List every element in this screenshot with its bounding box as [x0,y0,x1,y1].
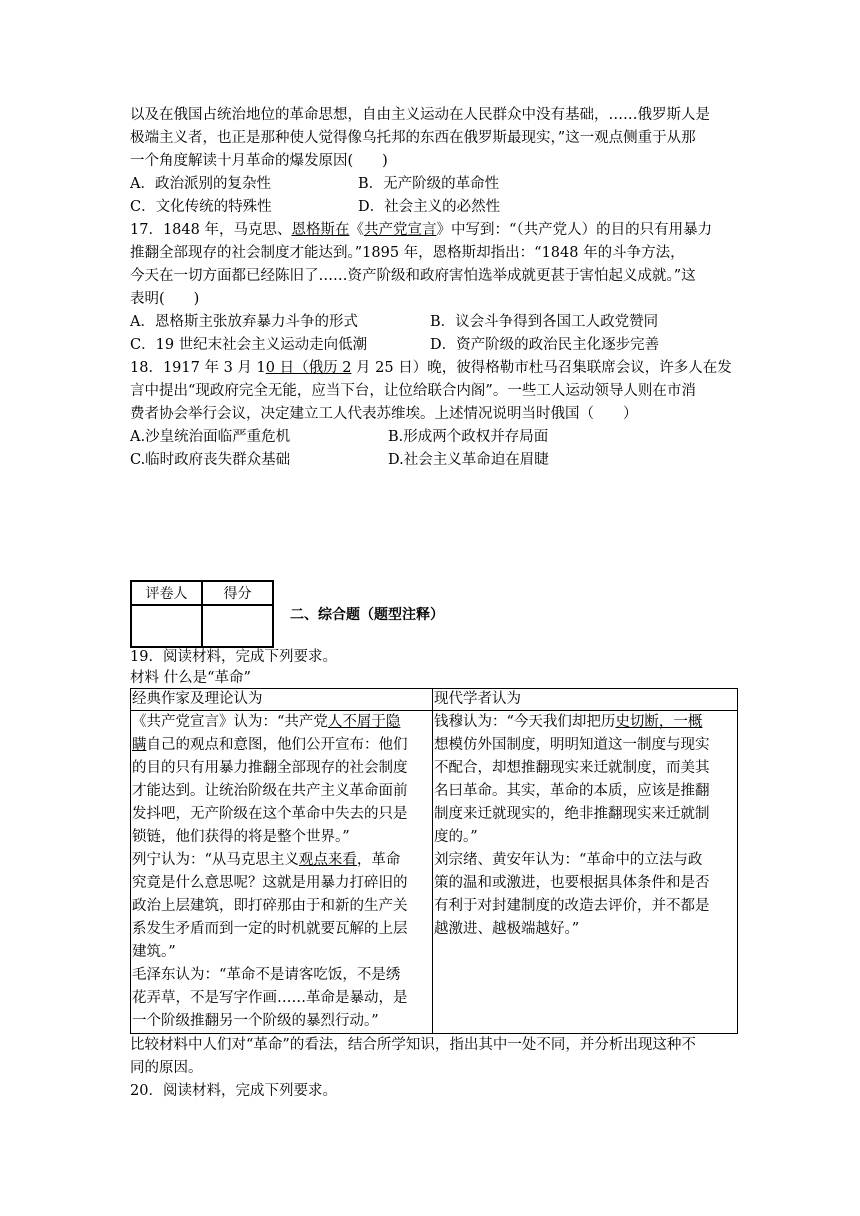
material-table [130,688,738,1034]
material-text-line [132,895,432,918]
material-text-line [132,826,432,849]
material-text-line [132,711,432,734]
options-row [130,334,740,357]
column-header-right: 现代学者认为 [433,689,738,711]
question-text-line: 费者协会举行会议，决定建立工人代表苏维埃。上述情况说明当时俄国（ ） [130,406,638,422]
underlined-text: 恩格斯在 [291,222,350,238]
question-text-line: 一个角度解读十月革命的爆发原因( ) [130,153,388,169]
question-20-stem: 20．阅读材料，完成下列要求。 [130,1083,337,1099]
material-text-line [434,734,737,757]
text-run: 列宁认为：“从马克思主义 [132,852,299,868]
material-text-line [434,872,737,895]
text-run: 系发生矛盾而到一定的时机就要瓦解的上层 [132,921,408,937]
question-text-line: 推翻全部现存的社会制度才能达到。”1895 年，恩格斯却指出：“1848 年的斗争方法， [130,245,685,261]
material-text-line [132,849,432,872]
question-16 [130,104,740,219]
option-c[interactable]: C.临时政府丧失群众基础 [130,452,291,468]
question-text-line: 表明( ) [130,291,200,307]
material-text-line [434,757,737,780]
question-text-line: 同的原因。 [130,1060,203,1076]
score-cell[interactable] [202,605,273,647]
section-title: 二、综合题（题型注释） [290,607,444,623]
text-run: 《 [349,222,364,238]
question-text-line [130,357,740,380]
options-row [130,449,740,472]
text-run: 建筑。” [132,944,176,960]
underlined-text: 观点来看 [298,852,357,868]
material-text-line [132,918,432,941]
material-text-line [132,803,432,826]
text-run: 钱穆认为：“今天我们却把历 [434,714,616,730]
question-text-line: 比较材料中人们对“革命”的看法，结合所学知识，指出其中一处不同，并分析出现这种不 [130,1037,696,1053]
material-text-line [434,918,737,941]
option-d[interactable]: D．资产阶级的政治民主化逐步完善 [430,337,660,353]
text-run: 发抖吧，无产阶级在这个革命中失去的只是 [132,806,408,822]
question-19 [130,646,740,1080]
underlined-text: 史切断，一概 [615,714,703,730]
text-run: 自己的观点和意图，他们公开宣布：他们 [146,737,408,753]
question-stem: 19．阅读材料，完成下列要求。 [130,649,337,665]
option-c[interactable]: C．文化传统的特殊性 [130,199,272,215]
material-text-line [434,895,737,918]
underlined-text: 0 日（俄历 2 [265,360,352,376]
material-text-line [132,941,432,964]
option-c[interactable]: C．19 世纪末社会主义运动走向低潮 [130,337,368,353]
text-run: 越激进、越极端越好。” [434,921,580,937]
text-run: 究竟是什么意思呢？这就是用暴力打碎旧的 [132,875,408,891]
material-text-line [132,757,432,780]
material-text-line [132,872,432,895]
question-text-line: 今天在一切方面都已经陈旧了……资产阶级和政府害怕选举成就更甚于害怕起义成就。”这 [130,268,696,284]
material-text-line [132,780,432,803]
text-run: 《共产党宣言》认为：“共产党 [132,714,328,730]
text-run: 花弄草，不是写字作画……革命是暴动，是 [132,990,408,1006]
section-header [130,582,740,646]
text-run: 度的。” [434,829,478,845]
text-run: 月 25 日）晚，彼得格勒市杜马召集联席会议，许多人在发 [351,360,732,376]
option-a[interactable]: A.沙皇统治面临严重危机 [130,429,291,445]
material-title: 材料 什么是“革命” [130,670,251,686]
text-run: 的目的只有用暴力推翻全部现存的社会制度 [132,760,408,776]
material-text-line [132,734,432,757]
text-run: 才能达到。让统治阶级在共产主义革命面前 [132,783,408,799]
text-run: 一个阶级推翻另一个阶级的暴烈行动。” [132,1013,379,1029]
text-run: 制度来迁就现实的，绝非推翻现实来迁就制 [434,806,710,822]
question-text-line: 以及在俄国占统治地位的革命思想，自由主义运动在人民群众中没有基础，……俄罗斯人是 [130,107,710,123]
underlined-text: 人不屑于隐 [327,714,401,730]
option-d[interactable]: D．社会主义的必然性 [358,199,501,215]
option-b[interactable]: B.形成两个政权并存局面 [388,429,549,445]
text-run: 名曰革命。其实，革命的本质，应该是推翻 [434,783,710,799]
material-left-cell [131,711,433,1034]
document-page [130,104,740,1103]
text-run: 17．1848 年，马克思、 [130,222,292,238]
material-text-line [132,964,432,987]
question-text-line: 言中提出“现政府完全无能，应当下台，让位给联合内阁”。一些工人运动领导人则在市消 [130,383,696,399]
text-run: 毛泽东认为：“革命不是请客吃饭，不是绣 [132,967,401,983]
options-row [130,426,740,449]
material-right-cell [433,711,738,1034]
option-d[interactable]: D.社会主义革命迫在眉睫 [388,452,549,468]
option-a[interactable]: A．政治派别的复杂性 [130,176,271,192]
options-row [130,196,740,219]
question-17 [130,219,740,357]
material-text-line [434,849,737,872]
option-b[interactable]: B．无产阶级的革命性 [358,176,500,192]
text-run: 刘宗绪、黄安年认为：“革命中的立法与政 [434,852,703,868]
underlined-text: 瞒 [132,737,147,753]
text-run: 18．1917 年 3 月 1 [130,360,266,376]
material-text-line [434,803,737,826]
option-a[interactable]: A．恩格斯主张放弃暴力斗争的形式 [130,314,358,330]
options-row [130,173,740,196]
question-18 [130,357,740,472]
column-header-left: 经典作家及理论认为 [131,689,433,711]
underlined-text: 共产党宣言 [363,222,437,238]
grader-header: 评卷人 [131,581,202,605]
question-text-line: 极端主义者，也正是那种使人觉得像乌托邦的东西在俄罗斯最现实，”这一观点侧重于从那 [130,130,696,146]
question-text-line [130,219,740,242]
text-run: ，革命 [356,852,401,868]
score-table [130,580,274,648]
material-text-line [434,780,737,803]
text-run: 锁链，他们获得的将是整个世界。” [132,829,350,845]
text-run: 》中写到：“（共产党人）的目的只有用暴力 [436,222,713,238]
material-text-line [434,826,737,849]
text-run: 政治上层建筑，即打碎那由于和新的生产关 [132,898,408,914]
text-run: 策的温和或激进，也要根据具体条件和是否 [434,875,710,891]
options-row [130,311,740,334]
text-run: 不配合，却想推翻现实来迁就制度，而美其 [434,760,710,776]
material-text-line [434,711,737,734]
material-text-line [132,1010,432,1033]
grader-cell[interactable] [131,605,202,647]
material-text-line [132,987,432,1010]
blank-space [130,472,740,580]
option-b[interactable]: B．议会斗争得到各国工人政党赞同 [430,314,659,330]
text-run: 想模仿外国制度，明明知道这一制度与现实 [434,737,710,753]
score-header: 得分 [202,581,273,605]
text-run: 有利于对封建制度的改造去评价，并不都是 [434,898,710,914]
